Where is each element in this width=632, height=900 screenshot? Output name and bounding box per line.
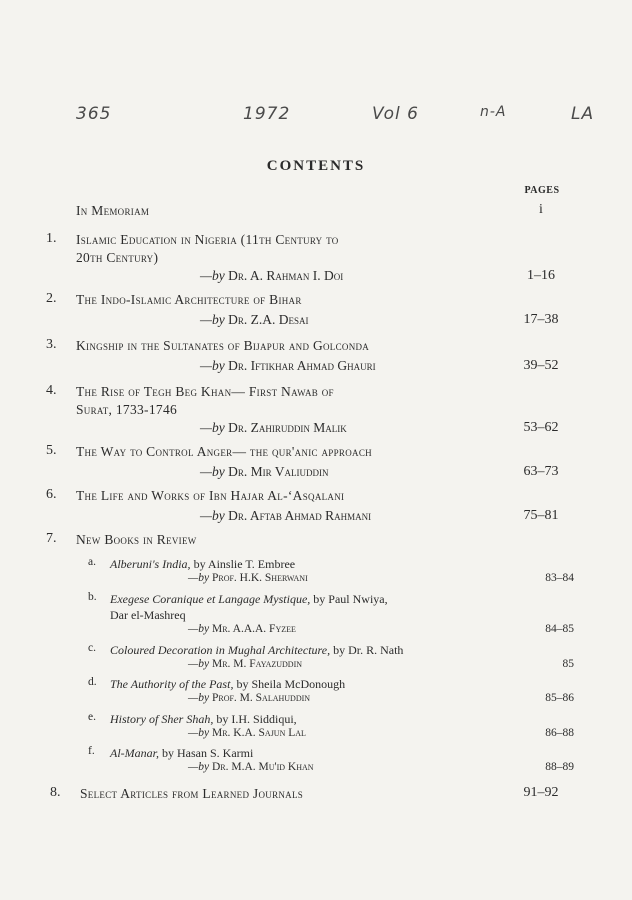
review-letter: f. bbox=[88, 745, 95, 757]
review-letter: b. bbox=[88, 591, 97, 603]
entry-number: 4. bbox=[46, 383, 57, 398]
review-author: —by Mr. K.A. Sajun Lal bbox=[188, 727, 306, 739]
entry-author: —by Dr. Aftab Ahmad Rahmani bbox=[200, 508, 372, 523]
review-letter: d. bbox=[88, 676, 97, 688]
review-pages: 88–89 bbox=[545, 761, 574, 773]
entry-title: The Indo-Islamic Architecture of Bihar bbox=[76, 292, 302, 307]
entry-number: 8. bbox=[50, 785, 61, 800]
review-author: —by Prof. H.K. Sherwani bbox=[188, 572, 308, 584]
entry-title: In Memoriam bbox=[76, 203, 150, 218]
entry-pages: 1–16 bbox=[527, 268, 555, 283]
review-title: Al-Manar, by Hasan S. Karmi bbox=[110, 746, 254, 760]
entry-number: 1. bbox=[46, 231, 57, 246]
review-author: —by Dr. M.A. Mu'id Khan bbox=[188, 761, 314, 773]
review-letter: e. bbox=[88, 711, 96, 723]
entry-number: 5. bbox=[46, 443, 57, 458]
entry-pages: 75–81 bbox=[523, 508, 559, 523]
entry-title: The Way to Control Anger— the qur'anic approach bbox=[76, 444, 372, 459]
review-pages: 83–84 bbox=[545, 572, 574, 584]
entry-number: 7. bbox=[46, 531, 57, 546]
handwritten-annotation-3: Vol 6 bbox=[372, 104, 419, 124]
entry-number: 2. bbox=[46, 291, 57, 306]
review-pages: 85 bbox=[562, 658, 574, 670]
review-title: The Authority of the Past, by Sheila McDonough bbox=[110, 677, 346, 691]
review-letter: c. bbox=[88, 642, 96, 654]
entry-pages: 63–73 bbox=[523, 464, 559, 479]
handwritten-annotation-5: LA bbox=[571, 104, 595, 124]
review-letter: a. bbox=[88, 556, 96, 568]
entry-title: The Rise of Tegh Beg Khan— First Nawab of Surat, 1733-1746 bbox=[76, 384, 334, 417]
review-pages: 84–85 bbox=[545, 623, 574, 635]
entry-number: 6. bbox=[46, 487, 57, 502]
entry-pages: 39–52 bbox=[523, 358, 559, 373]
entry-author: —by Dr. Iftikhar Ahmad Ghauri bbox=[200, 358, 376, 373]
entry-title: The Life and Works of Ibn Hajar Al-‘Asqalani bbox=[76, 488, 345, 503]
handwritten-annotation-4: n-A bbox=[480, 104, 507, 120]
review-pages: 85–86 bbox=[545, 692, 574, 704]
review-author: —by Prof. M. Salahuddin bbox=[188, 692, 311, 704]
entry-number: 3. bbox=[46, 337, 57, 352]
review-author: —by Mr. M. Fayazuddin bbox=[188, 658, 303, 670]
review-title: Exegese Coranique et Langage Mystique, by Paul Nwiya, Dar el-Mashreq bbox=[110, 592, 388, 622]
review-pages: 86–88 bbox=[545, 727, 574, 739]
entry-pages: 53–62 bbox=[523, 420, 559, 435]
entry-title: New Books in Review bbox=[76, 532, 197, 547]
entry-author: —by Dr. Zahiruddin Malik bbox=[200, 420, 347, 435]
review-author: —by Mr. A.A.A. Fyzee bbox=[188, 623, 296, 635]
entry-author: —by Dr. A. Rahman I. Doi bbox=[200, 268, 344, 283]
entry-pages: 17–38 bbox=[523, 312, 559, 327]
entry-pages: i bbox=[539, 202, 543, 217]
entry-title: Islamic Education in Nigeria (11th Century to 20th Century) bbox=[76, 232, 339, 265]
handwritten-annotation-2: 1972 bbox=[243, 104, 291, 124]
entry-title: Kingship in the Sultanates of Bijapur and Golconda bbox=[76, 338, 370, 353]
review-title: History of Sher Shah, by I.H. Siddiqui, bbox=[110, 712, 297, 726]
entry-pages: 91–92 bbox=[523, 785, 559, 800]
page-title: CONTENTS bbox=[266, 158, 366, 174]
pages-column-header: PAGES bbox=[524, 185, 560, 196]
entry-title: Select Articles from Learned Journals bbox=[80, 786, 304, 801]
review-title: Alberuni's India, by Ainslie T. Embree bbox=[110, 557, 296, 571]
entry-author: —by Dr. Mir Valiuddin bbox=[200, 464, 329, 479]
entry-author: —by Dr. Z.A. Desai bbox=[200, 312, 309, 327]
handwritten-annotation-1: 365 bbox=[76, 104, 112, 124]
review-title: Coloured Decoration in Mughal Architecture, by Dr. R. Nath bbox=[110, 643, 404, 657]
